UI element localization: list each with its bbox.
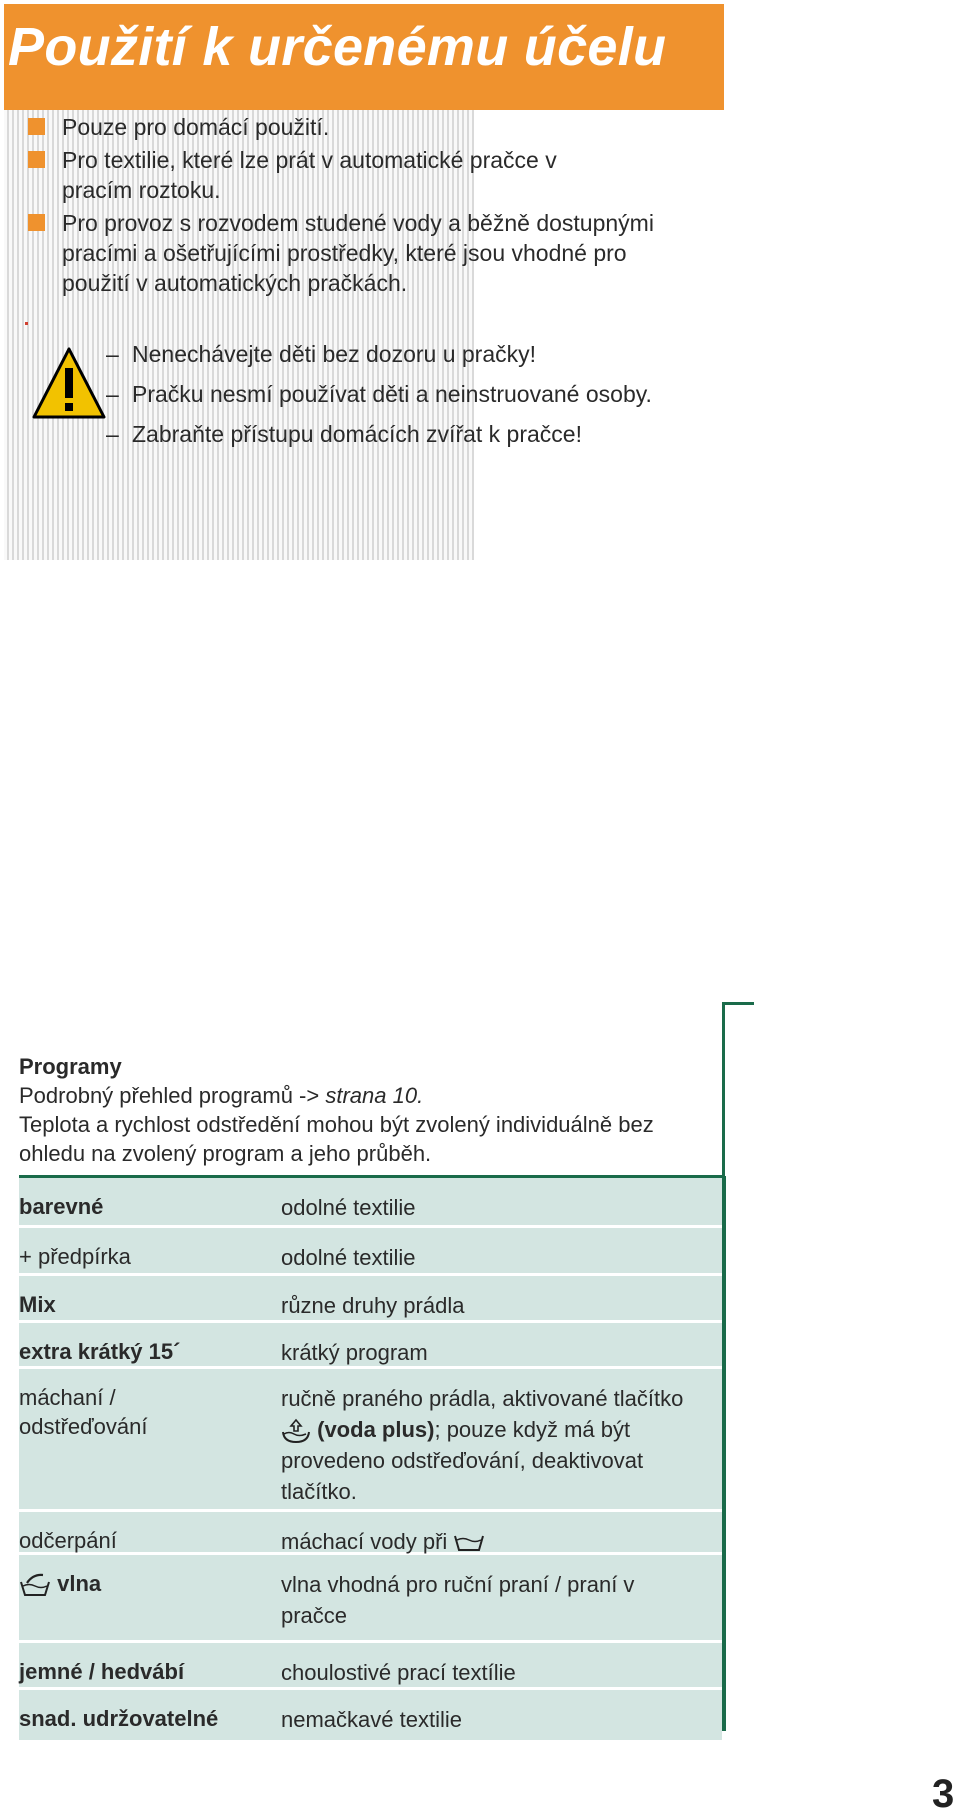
water-plus-icon [281,1418,311,1444]
usage-item: Pro textilie, které lze prát v automatické pračce v pracím roztoku. [28,145,678,205]
warning-triangle-icon [32,346,106,420]
wash-tub-icon [453,1533,485,1553]
usage-list [28,112,678,301]
table-row: odčerpání máchací vody při [19,1512,722,1555]
warning-item: – Nenechávejte děti bez dozoru u pračky! [106,334,652,374]
programs-table [19,1175,722,1740]
page-title: Použití k určenému účelu [8,17,667,77]
page-reference: strana 10. [325,1083,424,1108]
warning-item: – Zabraňte přístupu domácích zvířat k pračce! [106,414,652,454]
programs-overview: Podrobný přehled programů -> strana 10. [19,1083,424,1108]
header-bar [4,4,724,110]
table-row: vlna vlna vhodná pro ruční praní / praní v pračce [19,1555,722,1643]
red-dot [25,322,28,325]
programs-note: Teplota a rychlost odstředění mohou být zvolený individuálně bez ohledu na zvolený program a jeho průběh. [19,1112,654,1166]
table-row: + předpírka odolné textilie [19,1228,722,1276]
table-row: Mix různe druhy prádla [19,1276,722,1323]
hand-wash-icon [19,1572,51,1598]
section-bracket [722,1002,754,1176]
usage-item: Pouze pro domácí použití. [28,112,678,142]
page-number: 3 [932,1772,955,1816]
table-row: máchaní / odstřeďování ručně praného prádla, aktivované tlačítko (voda plus); pouze když má být provedeno odstřeďování, deaktivovat tlačítko. [19,1369,722,1512]
bullet-square-icon [28,151,45,168]
table-row: jemné / hedvábí choulostivé prací textílie [19,1643,722,1690]
warning-list [106,334,652,454]
table-row: barevné odolné textilie [19,1178,722,1228]
table-row: snad. udržovatelné nemačkavé textilie [19,1706,462,1732]
bullet-square-icon [28,118,45,135]
table-row: extra krátký 15´ krátký program [19,1323,722,1369]
programs-title: Programy [19,1054,122,1079]
warning-item: – Pračku nesmí používat děti a neinstruované osoby. [106,374,652,414]
bullet-square-icon [28,214,45,231]
programs-intro [19,1052,719,1168]
usage-item: Pro provoz s rozvodem studené vody a běžně dostupnými pracími a ošetřujícími prostředky, které jsou vhodné pro použití v automatických pračkách. [28,208,678,298]
